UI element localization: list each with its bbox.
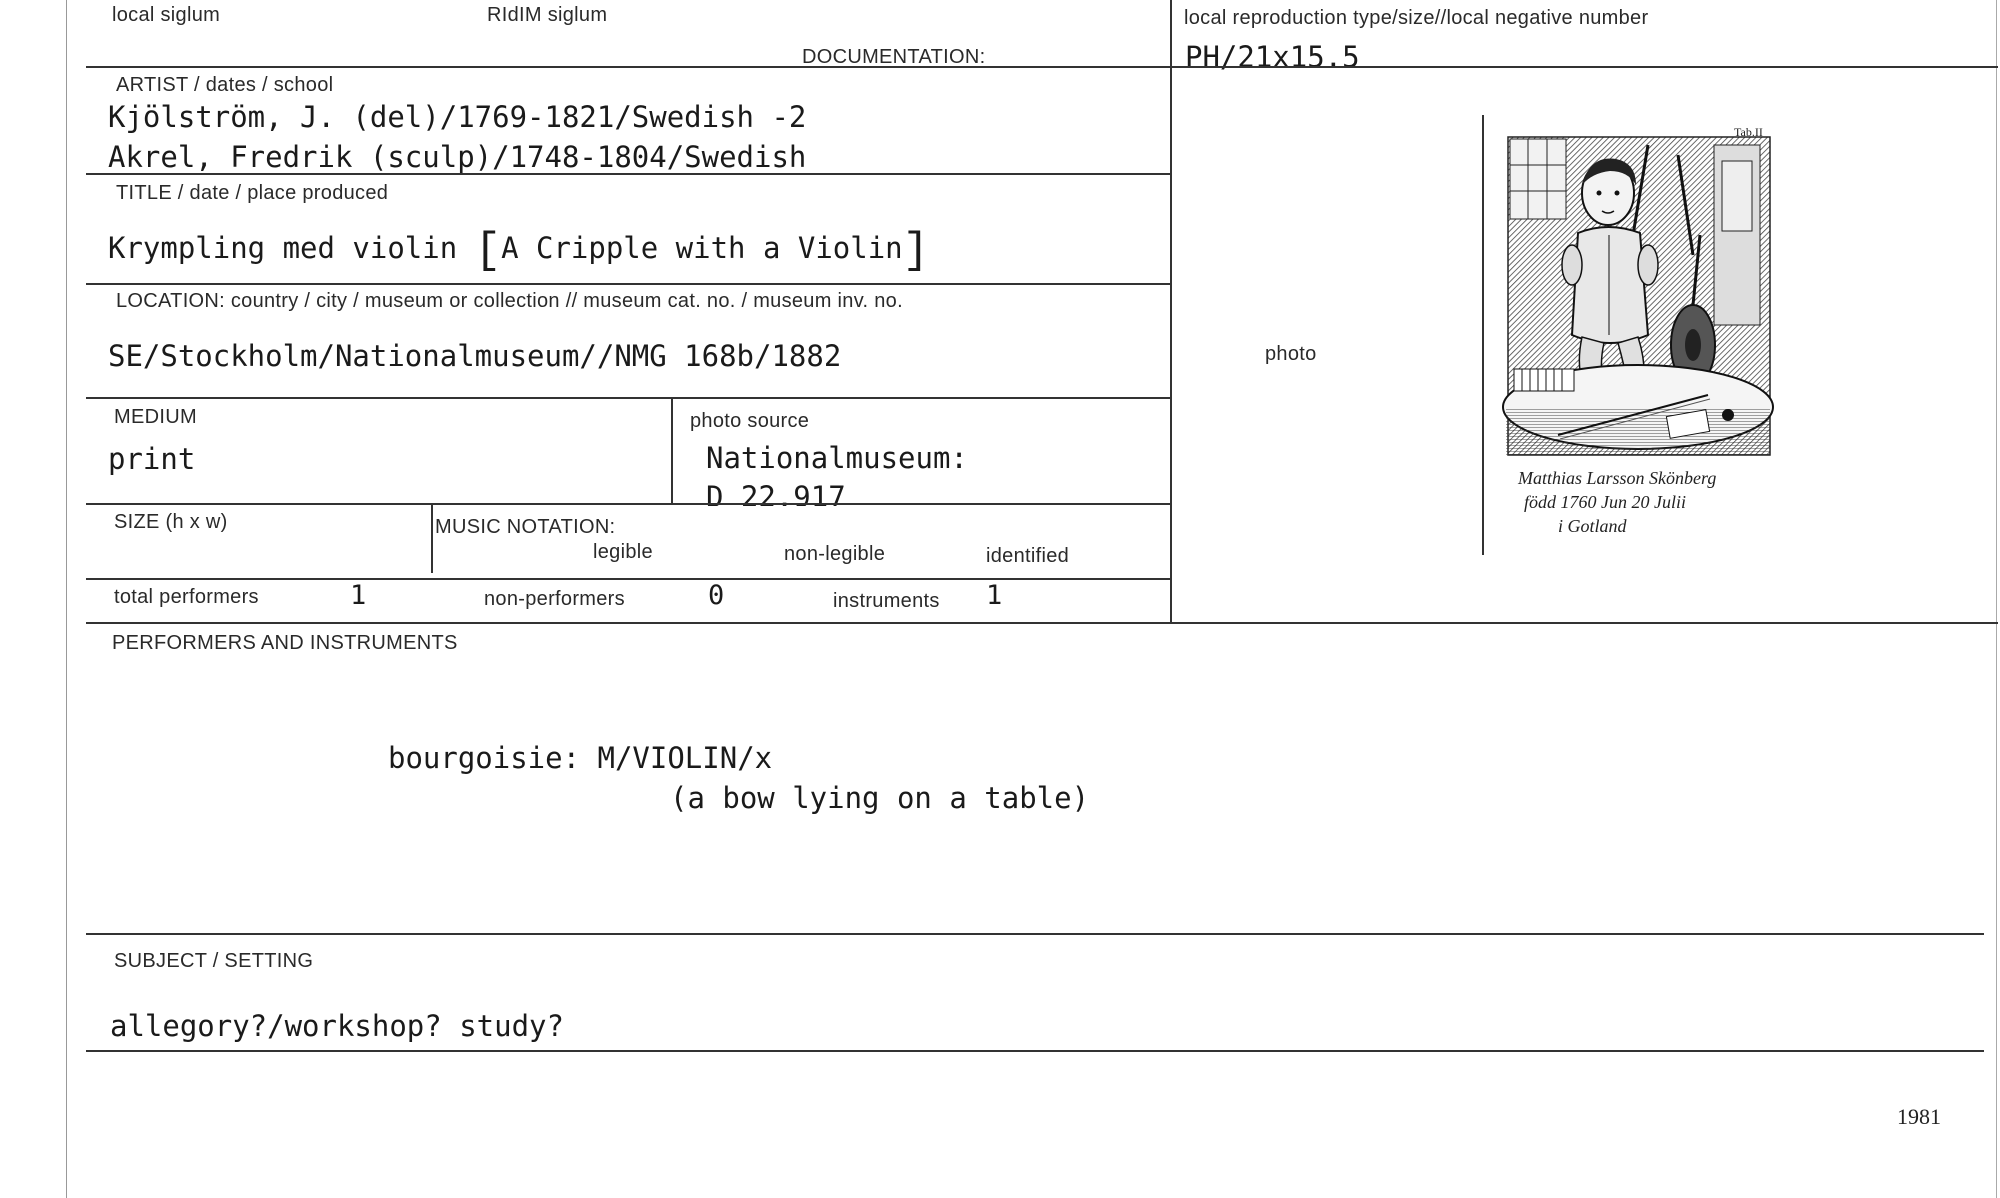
title-value <box>108 222 930 276</box>
counts-bottom-line <box>86 622 1998 624</box>
medium-photo-divider <box>671 397 673 503</box>
performers-line-2: (a bow lying on a table) <box>670 781 1090 815</box>
documentation-label: DOCUMENTATION: <box>802 46 986 68</box>
notation-bottom-line <box>86 578 1170 580</box>
left-margin-line <box>66 0 67 1198</box>
performers-bottom-line <box>86 933 1984 935</box>
title-original: Krympling med violin <box>108 231 458 265</box>
notation-identified: identified <box>986 545 1070 567</box>
total-performers-label: total performers <box>114 586 259 608</box>
photo-source-label: photo source <box>690 410 810 432</box>
plate-mark: Tab.II <box>1734 125 1763 139</box>
photo-source-line-2: D 22.917 <box>706 480 846 506</box>
size-notation-divider <box>431 503 433 573</box>
title-bottom-line <box>86 283 1170 285</box>
title-bracket-close: ] <box>902 226 930 276</box>
engraving-illustration <box>1478 115 1778 555</box>
column-divider <box>1170 0 1172 622</box>
medium-label: MEDIUM <box>114 406 197 428</box>
location-value: SE/Stockholm/Nationalmuseum//NMG 168b/1882 <box>108 339 842 373</box>
location-bottom-line <box>86 397 1170 399</box>
photo-source-line-1: Nationalmuseum: <box>706 441 968 475</box>
photo-label: photo <box>1265 343 1317 365</box>
instruments-value: 1 <box>986 580 1003 611</box>
subject-label: SUBJECT / SETTING <box>114 950 314 972</box>
photo-caption-line-1: Matthias Larsson Skönberg <box>1518 468 1717 488</box>
location-label: LOCATION: country / city / museum or collection // museum cat. no. / museum inv. no. <box>116 290 903 312</box>
medium-value: print <box>108 442 196 476</box>
ridim-siglum-label: RIdIM siglum <box>487 4 608 26</box>
artist-label: ARTIST / dates / school <box>116 74 334 96</box>
subject-bottom-line <box>86 1050 1984 1052</box>
title-label: TITLE / date / place produced <box>116 182 389 204</box>
header-right-bottom-line <box>1172 66 1998 68</box>
artist-line-2: Akrel, Fredrik (sculp)/1748-1804/Swedish <box>108 140 807 174</box>
total-performers-value: 1 <box>350 580 367 611</box>
right-edge-line <box>1996 0 1997 1198</box>
subject-value: allegory?/workshop? study? <box>110 1009 564 1043</box>
instruments-label: instruments <box>833 590 940 612</box>
size-label: SIZE (h x w) <box>114 511 228 533</box>
non-performers-label: non-performers <box>484 588 625 610</box>
notation-non-legible: non-legible <box>784 543 886 565</box>
card-year: 1981 <box>1897 1104 1941 1129</box>
header-bottom-line <box>86 66 1172 68</box>
artist-bottom-line <box>86 173 1170 175</box>
reproduction-label: local reproduction type/size//local negative number <box>1184 7 1649 29</box>
music-notation-label: MUSIC NOTATION: <box>435 516 616 538</box>
performers-label: PERFORMERS AND INSTRUMENTS <box>112 632 458 654</box>
local-siglum-label: local siglum <box>112 4 221 26</box>
performers-line-1: bourgoisie: M/VIOLIN/x <box>388 741 773 775</box>
notation-legible: legible <box>593 541 653 563</box>
medium-bottom-line <box>86 503 1170 505</box>
reproduction-value: PH/21x15.5 <box>1185 40 1360 74</box>
title-bracket-open: [ <box>474 226 502 276</box>
engraving-photo <box>1478 115 1778 555</box>
photo-caption-line-3: i Gotland <box>1558 516 1627 536</box>
artist-line-1: Kjölström, J. (del)/1769-1821/Swedish -2 <box>108 100 807 134</box>
non-performers-value: 0 <box>708 580 725 611</box>
title-translation: A Cripple with a Violin <box>501 231 903 265</box>
photo-caption-line-2: född 1760 Jun 20 Julii <box>1524 492 1686 512</box>
